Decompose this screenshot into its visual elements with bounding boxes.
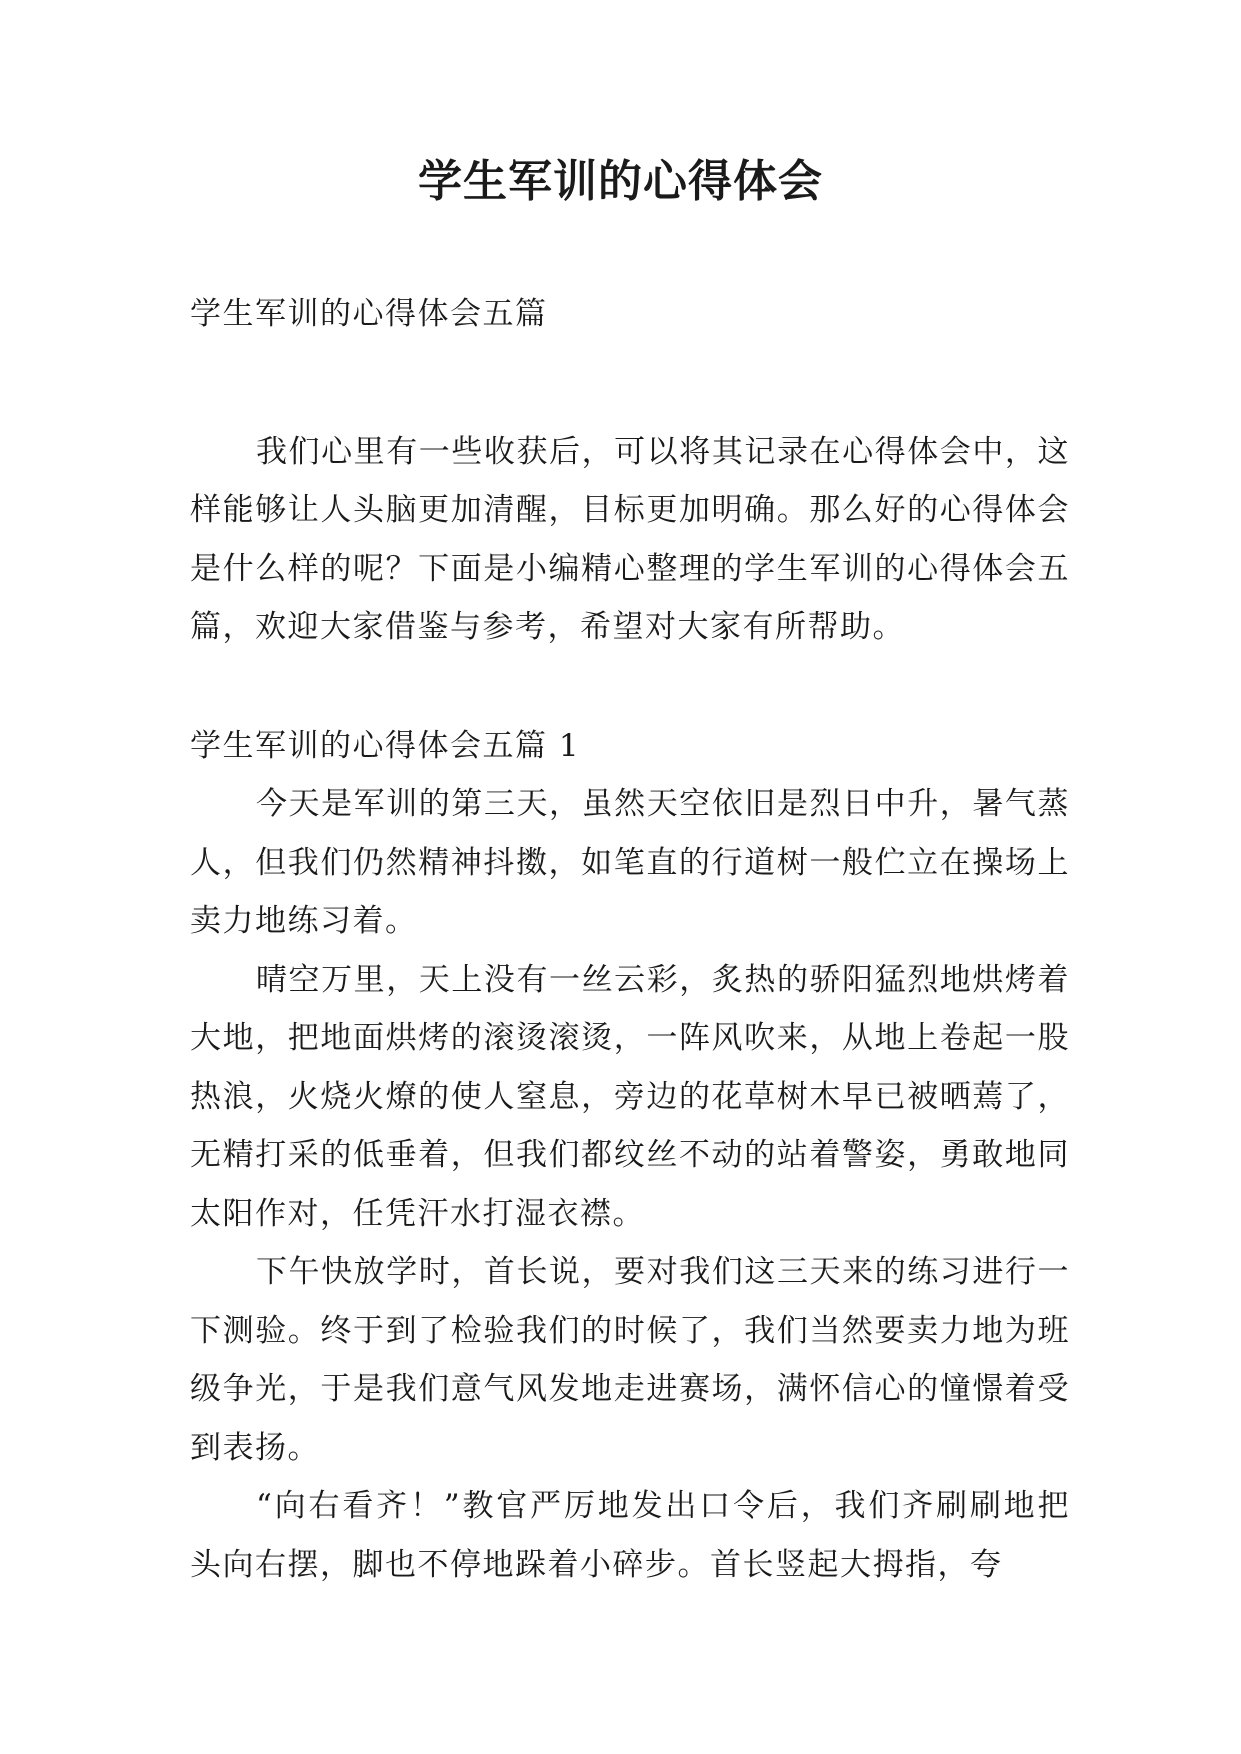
document-body [190, 285, 1070, 1594]
body-paragraph: 今天是军训的第三天，虽然天空依旧是烈日中升，暑气蒸人，但我们仍然精神抖擞，如笔直的行道树一般伫立在操场上卖力地练习着。 [190, 786, 1070, 939]
spacer [190, 344, 1070, 423]
spacer [190, 657, 1070, 717]
intro-paragraph: 我们心里有一些收获后，可以将其记录在心得体会中，这样能够让人头脑更加清醒，目标更加明确。那么好的心得体会是什么样的呢？下面是小编精心整理的学生军训的心得体会五篇，欢迎大家借鉴与参考，希望对大家有所帮助。 [190, 433, 1070, 645]
section-heading: 学生军训的心得体会五篇 1 [190, 727, 581, 764]
document-subtitle: 学生军训的心得体会五篇 [190, 296, 548, 332]
document-title: 学生军训的心得体会 [418, 156, 823, 207]
body-paragraph: “向右看齐！”教官严厉地发出口令后，我们齐刷刷地把头向右摆，脚也不停地跺着小碎步。首长竖起大拇指，夸 [190, 1488, 1070, 1583]
body-paragraph: 晴空万里，天上没有一丝云彩，炙热的骄阳猛烈地烘烤着大地，把地面烘烤的滚烫滚烫，一阵风吹来，从地上卷起一股热浪，火烧火燎的使人窒息，旁边的花草树木早已被晒蔫了，无精打采的低垂着，但我们都纹丝不动的站着警姿，勇敢地同太阳作对，任凭汗水打湿衣襟。 [190, 961, 1070, 1232]
body-paragraph: 下午快放学时，首长说，要对我们这三天来的练习进行一下测验。终于到了检验我们的时候了，我们当然要卖力地为班级争光，于是我们意气风发地走进赛场，满怀信心的憧憬着受到表扬。 [190, 1254, 1070, 1466]
